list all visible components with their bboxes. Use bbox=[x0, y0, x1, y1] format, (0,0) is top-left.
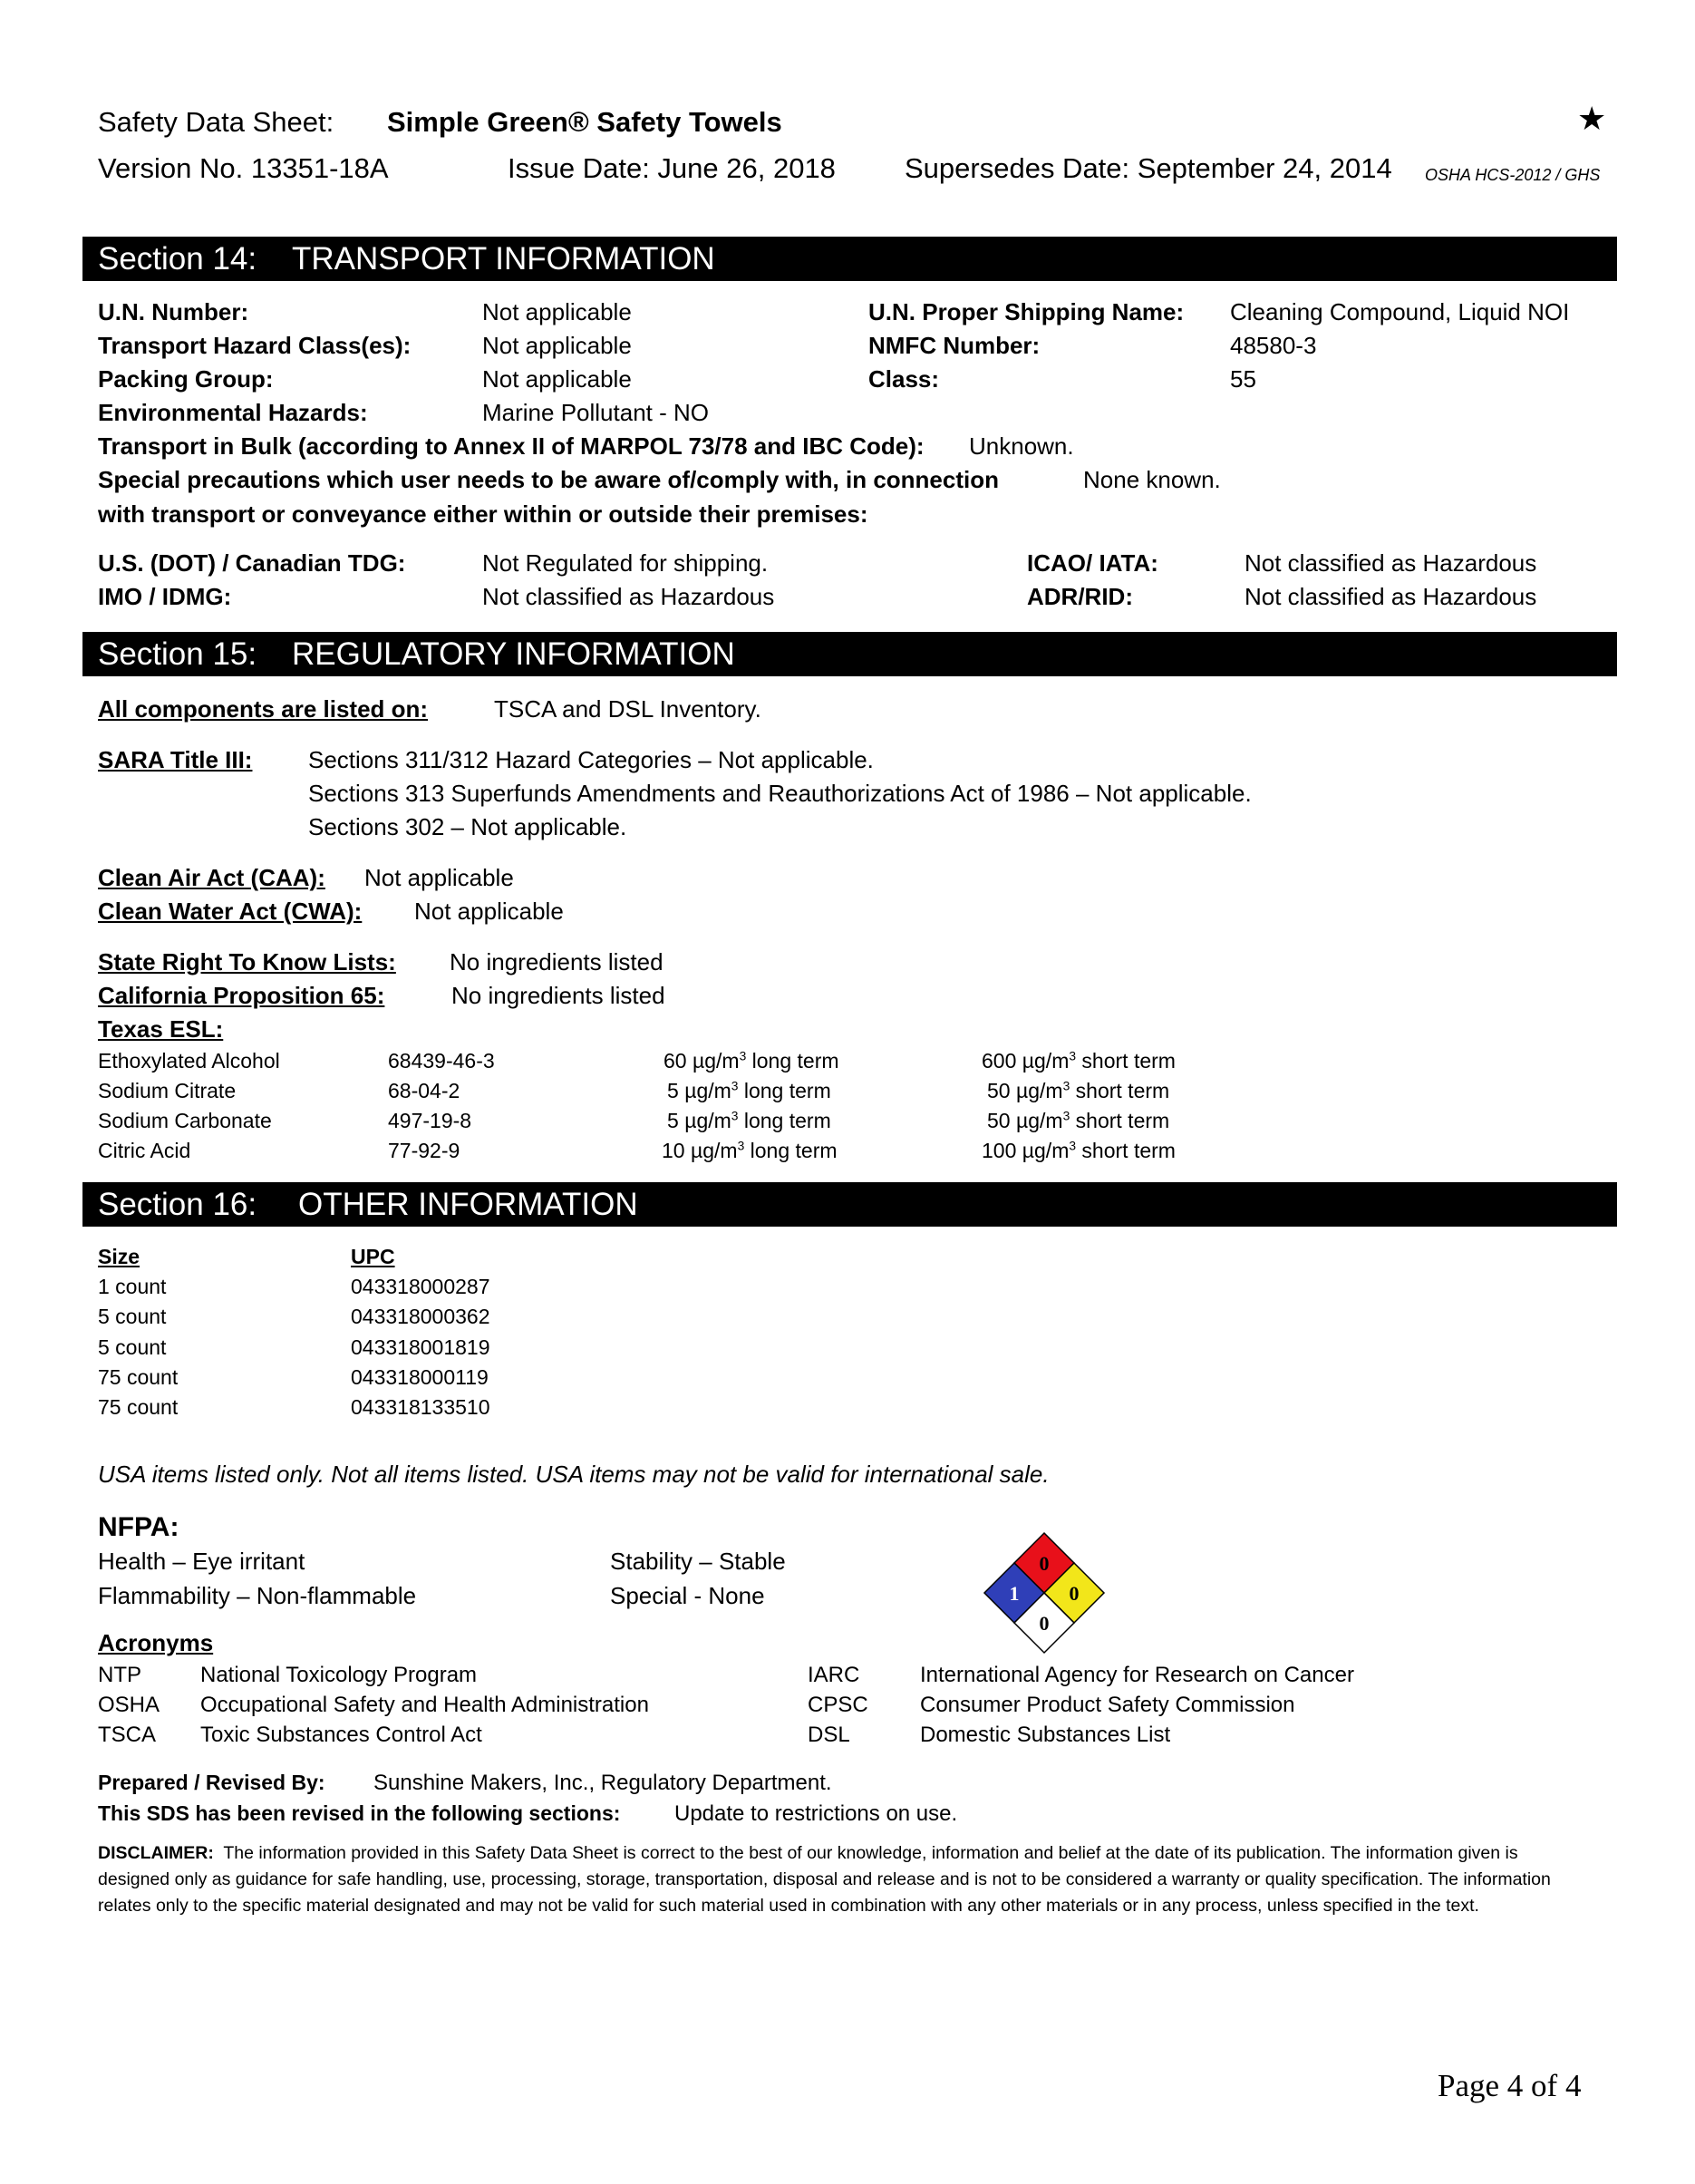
nfpa-label: NFPA: bbox=[98, 1512, 179, 1542]
upc-cell: 043318000287 bbox=[351, 1275, 490, 1298]
cas-number: 68-04-2 bbox=[388, 1079, 460, 1102]
special-precautions-label-2: with transport or conveyance either within or outside their premises: bbox=[98, 500, 868, 528]
adr-label: ADR/RID: bbox=[1027, 583, 1133, 610]
nfpa-diamond-icon bbox=[982, 1530, 1107, 1655]
prepared-label: Prepared / Revised By: bbox=[98, 1771, 325, 1794]
section-number: Section 15: bbox=[98, 636, 257, 672]
nfpa-special-value: 0 bbox=[1039, 1612, 1050, 1635]
state-rtk-value: No ingredients listed bbox=[450, 948, 663, 976]
acronym-full: International Agency for Research on Cancer bbox=[920, 1663, 1354, 1687]
disclaimer-label: DISCLAIMER: bbox=[98, 1843, 214, 1863]
sara-line: Sections 311/312 Hazard Categories – Not applicable. bbox=[308, 746, 874, 773]
cas-number: 497-19-8 bbox=[388, 1109, 472, 1132]
special-precautions-label: Special precautions which user needs to be aware of/comply with, in connection bbox=[98, 466, 999, 493]
acronym-full: Occupational Safety and Health Administration bbox=[200, 1693, 649, 1717]
long-term-value: 5 $\mu g/m^3$ long term bbox=[667, 1079, 831, 1102]
cas-number: 68439-46-3 bbox=[388, 1049, 495, 1073]
class-value: 55 bbox=[1230, 365, 1256, 393]
cwa-value: Not applicable bbox=[414, 898, 564, 925]
chemical-name: Sodium Citrate bbox=[98, 1079, 237, 1102]
star-icon: ★ bbox=[1577, 100, 1607, 137]
state-rtk-label: State Right To Know Lists: bbox=[98, 948, 396, 976]
acronym-full: Domestic Substances List bbox=[920, 1723, 1171, 1747]
sara-line: Sections 313 Superfunds Amendments and Reauthorizations Act of 1986 – Not applicable. bbox=[308, 780, 1252, 807]
packing-group-value: Not applicable bbox=[482, 365, 632, 393]
prepared-value: Sunshine Makers, Inc., Regulatory Department. bbox=[373, 1771, 832, 1795]
acronym-abbr: NTP bbox=[98, 1663, 141, 1687]
acronym-full: National Toxicology Program bbox=[200, 1663, 478, 1687]
disclaimer-text: The information provided in this Safety Data Sheet is correct to the best of our knowledge, information and belief at the date of its publication. The information given is designed only as guidance for safe handling, use, processing, storage, transportation, disposal and release and is not to be considered a warranty or quality specification. The information relates only to the specific material designated and may not be valid for such material used in combination with any other materials or in any process, unless specified in the text. bbox=[98, 1843, 1551, 1916]
nfpa-special: Special - None bbox=[610, 1582, 765, 1609]
issue-date: Issue Date: June 26, 2018 bbox=[508, 152, 836, 184]
supersedes-date: Supersedes Date: September 24, 2014 bbox=[905, 152, 1392, 184]
upc-header: UPC bbox=[351, 1245, 395, 1268]
short-term-value: 600 $\mu g/m^3$ short term bbox=[982, 1049, 1176, 1073]
dot-label: U.S. (DOT) / Canadian TDG: bbox=[98, 549, 406, 577]
hazard-class-label: Transport Hazard Class(es): bbox=[98, 332, 412, 359]
prop65-label: California Proposition 65: bbox=[98, 982, 385, 1009]
icao-value: Not classified as Hazardous bbox=[1245, 549, 1537, 577]
section-number: Section 16: bbox=[98, 1187, 257, 1222]
nfpa-stability: Stability – Stable bbox=[610, 1548, 786, 1575]
short-term-value: 100 $\mu g/m^3$ short term bbox=[982, 1139, 1176, 1162]
section-title: OTHER INFORMATION bbox=[298, 1187, 638, 1222]
nfpa-health: Health – Eye irritant bbox=[98, 1548, 305, 1575]
acronyms-label: Acronyms bbox=[98, 1629, 214, 1656]
imo-value: Not classified as Hazardous bbox=[482, 583, 775, 610]
acronym-full: Toxic Substances Control Act bbox=[200, 1723, 482, 1747]
revised-value: Update to restrictions on use. bbox=[674, 1801, 958, 1826]
long-term-value: 60 $\mu g/m^3$ long term bbox=[663, 1049, 839, 1073]
section-title: REGULATORY INFORMATION bbox=[292, 636, 735, 672]
section-16-header bbox=[82, 1182, 1617, 1227]
dot-value: Not Regulated for shipping. bbox=[482, 549, 769, 577]
special-precautions-value: None known. bbox=[1083, 466, 1221, 493]
upc-cell: 043318000362 bbox=[351, 1305, 490, 1328]
nfpa-reactivity-value: 0 bbox=[1069, 1582, 1080, 1605]
long-term-value: 5 $\mu g/m^3$ long term bbox=[667, 1109, 831, 1132]
sara-line: Sections 302 – Not applicable. bbox=[308, 813, 627, 840]
section-number: Section 14: bbox=[98, 241, 257, 277]
section-14-header bbox=[82, 237, 1617, 281]
osha-label: OSHA HCS-2012 / GHS bbox=[1425, 166, 1601, 184]
upc-cell: 043318133510 bbox=[351, 1395, 490, 1419]
chemical-name: Ethoxylated Alcohol bbox=[98, 1049, 280, 1073]
size-cell: 5 count bbox=[98, 1335, 167, 1359]
nmfc-value: 48580-3 bbox=[1230, 332, 1317, 359]
imo-label: IMO / IDMG: bbox=[98, 583, 232, 610]
size-cell: 75 count bbox=[98, 1395, 179, 1419]
acronym-abbr: TSCA bbox=[98, 1723, 157, 1747]
usa-items-note: USA items listed only. Not all items listed. USA items may not be valid for international sale. bbox=[98, 1461, 1050, 1488]
components-value: TSCA and DSL Inventory. bbox=[494, 695, 761, 723]
sds-label: Safety Data Sheet: bbox=[98, 106, 334, 138]
size-cell: 75 count bbox=[98, 1365, 179, 1389]
page-number: Page 4 of 4 bbox=[1438, 2068, 1582, 2103]
acronym-full: Consumer Product Safety Commission bbox=[920, 1693, 1295, 1717]
env-hazards-value: Marine Pollutant - NO bbox=[482, 399, 709, 426]
shipping-name-value: Cleaning Compound, Liquid NOI bbox=[1230, 298, 1570, 325]
components-label: All components are listed on: bbox=[98, 695, 429, 723]
hazard-class-value: Not applicable bbox=[482, 332, 632, 359]
short-term-value: 50 $\mu g/m^3$ short term bbox=[987, 1109, 1170, 1132]
acronym-abbr: IARC bbox=[808, 1663, 860, 1687]
acronym-abbr: CPSC bbox=[808, 1693, 868, 1717]
texas-esl-label: Texas ESL: bbox=[98, 1015, 224, 1043]
env-hazards-label: Environmental Hazards: bbox=[98, 399, 368, 426]
icao-label: ICAO/ IATA: bbox=[1027, 549, 1158, 577]
acronym-abbr: DSL bbox=[808, 1723, 850, 1747]
class-label: Class: bbox=[868, 365, 940, 393]
short-term-value: 50 $\mu g/m^3$ short term bbox=[987, 1079, 1170, 1102]
chemical-name: Citric Acid bbox=[98, 1139, 191, 1162]
nfpa-fire-value: 0 bbox=[1039, 1552, 1050, 1575]
prop65-value: No ingredients listed bbox=[451, 982, 665, 1009]
version-number: Version No. 13351-18A bbox=[98, 152, 389, 184]
shipping-name-label: U.N. Proper Shipping Name: bbox=[868, 298, 1185, 325]
caa-label: Clean Air Act (CAA): bbox=[98, 864, 325, 891]
nmfc-label: NMFC Number: bbox=[868, 332, 1041, 359]
disclaimer bbox=[98, 1840, 1593, 1919]
product-name: Simple Green® Safety Towels bbox=[387, 106, 782, 138]
section-15-header bbox=[82, 632, 1617, 676]
upc-cell: 043318001819 bbox=[351, 1335, 490, 1359]
long-term-value: 10 $\mu g/m^3$ long term bbox=[662, 1139, 838, 1162]
caa-value: Not applicable bbox=[364, 864, 514, 891]
upc-cell: 043318000119 bbox=[351, 1365, 489, 1389]
packing-group-label: Packing Group: bbox=[98, 365, 274, 393]
section-title: TRANSPORT INFORMATION bbox=[292, 241, 715, 277]
chemical-name: Sodium Carbonate bbox=[98, 1109, 272, 1132]
size-cell: 1 count bbox=[98, 1275, 167, 1298]
adr-value: Not classified as Hazardous bbox=[1245, 583, 1537, 610]
nfpa-health-value: 1 bbox=[1009, 1582, 1020, 1605]
sara-label: SARA Title III: bbox=[98, 746, 253, 773]
size-cell: 5 count bbox=[98, 1305, 167, 1328]
nfpa-flammability: Flammability – Non-flammable bbox=[98, 1582, 417, 1609]
size-header: Size bbox=[98, 1245, 140, 1268]
un-number-label: U.N. Number: bbox=[98, 298, 249, 325]
bulk-value: Unknown. bbox=[969, 432, 1074, 460]
revised-label: This SDS has been revised in the following sections: bbox=[98, 1801, 621, 1825]
cas-number: 77-92-9 bbox=[388, 1139, 460, 1162]
cwa-label: Clean Water Act (CWA): bbox=[98, 898, 363, 925]
acronym-abbr: OSHA bbox=[98, 1693, 160, 1717]
un-number-value: Not applicable bbox=[482, 298, 632, 325]
bulk-label: Transport in Bulk (according to Annex II of MARPOL 73/78 and IBC Code): bbox=[98, 432, 925, 460]
